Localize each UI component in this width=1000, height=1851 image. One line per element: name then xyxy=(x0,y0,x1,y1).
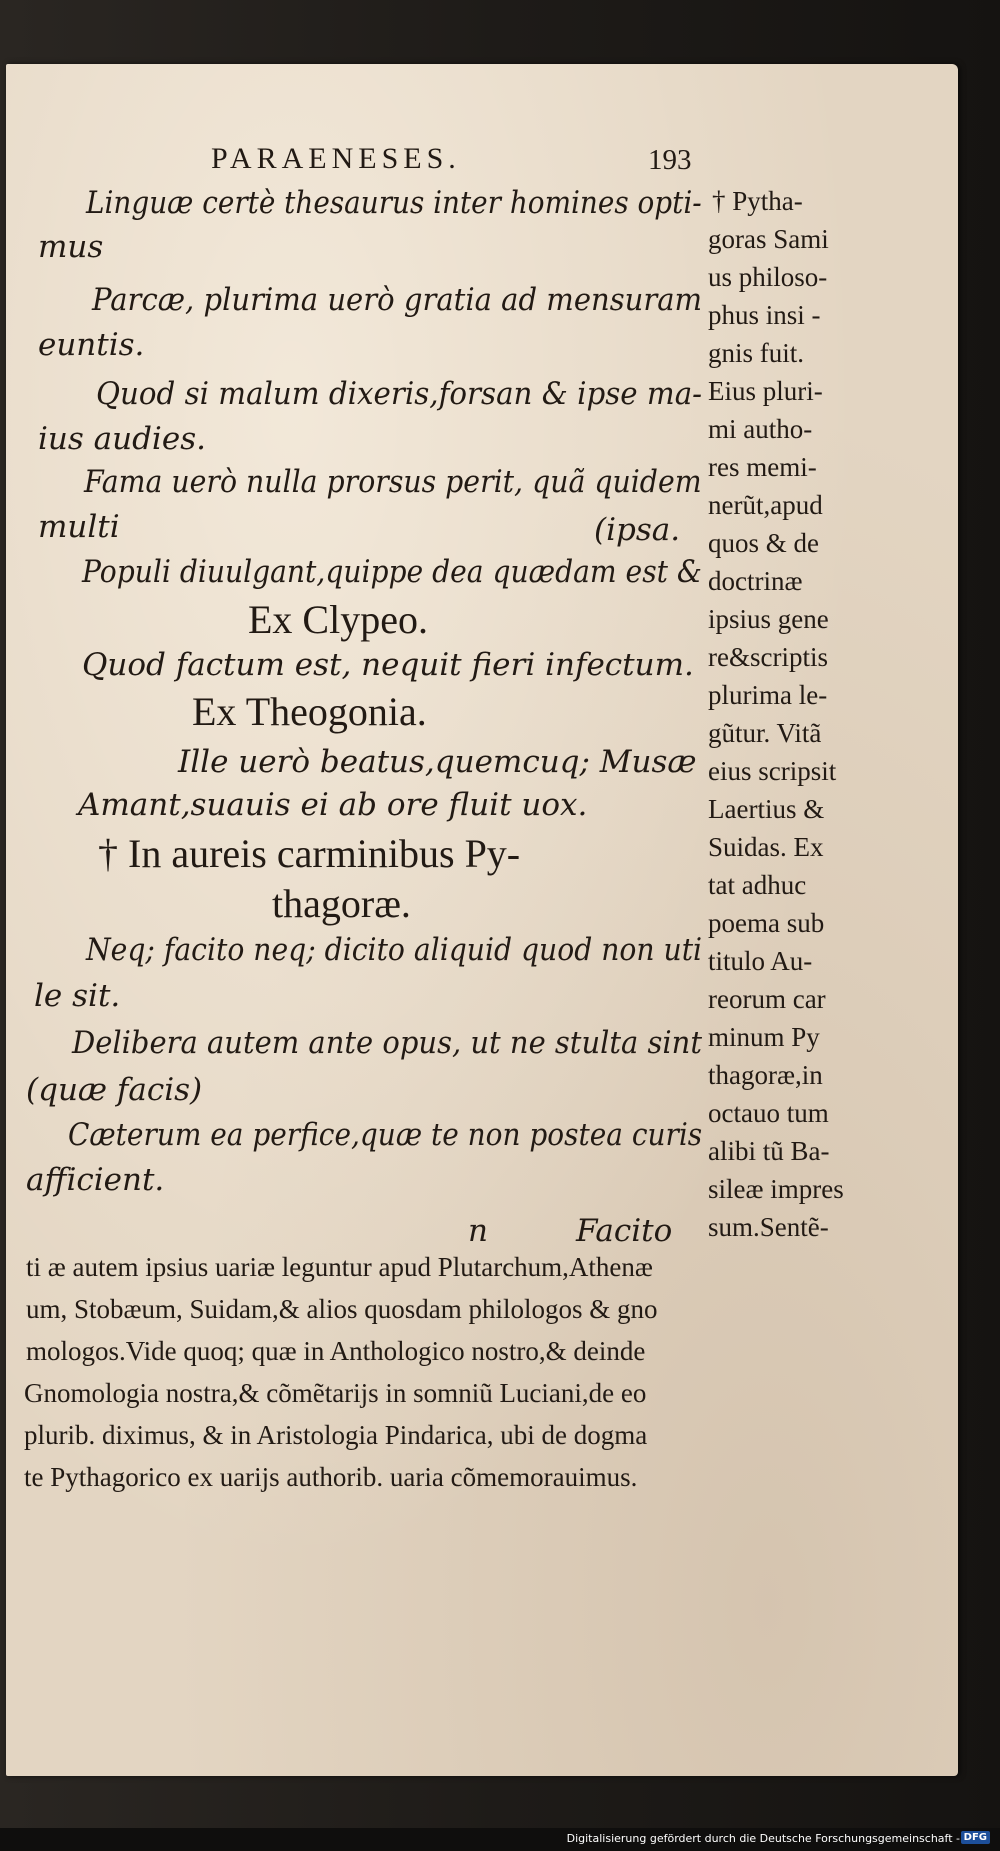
marginal-line: minum Py xyxy=(708,1022,820,1052)
main-line: Quod si malum dixeris,forsan & ipse ma- xyxy=(96,376,703,412)
marginal-line: Eius pluri- xyxy=(708,376,823,406)
marginal-line: Suidas. Ex xyxy=(708,832,824,862)
main-line: multi xyxy=(38,509,120,545)
main-line: ius audies. xyxy=(38,421,206,457)
dfg-logo: DFG xyxy=(961,1831,990,1844)
main-line: Ille uerò beatus,quemcuq; Musæ xyxy=(178,744,697,780)
marginal-line: sileæ impres xyxy=(708,1174,844,1204)
main-line: Quod factum est, nequit fieri infectum. xyxy=(82,647,694,683)
marginal-line: poema sub xyxy=(708,908,825,938)
funding-credit: Digitalisierung gefördert durch die Deutsche Forschungsgemeinschaft - xyxy=(566,1832,960,1845)
main-line: afficient. xyxy=(26,1162,165,1198)
main-line: Linguæ certè thesaurus inter homines opti- xyxy=(86,185,702,221)
marginal-line: plurima le- xyxy=(708,680,828,710)
main-line: euntis. xyxy=(38,327,145,363)
marginal-line: titulo Au- xyxy=(708,946,813,976)
marginal-line: alibi tũ Ba- xyxy=(708,1136,830,1166)
marginal-line: Laertius & xyxy=(708,794,825,824)
main-line: Amant,suauis ei ab ore fluit uox. xyxy=(78,787,588,823)
section-heading: thagoræ. xyxy=(272,881,411,926)
main-line: (ipsa. xyxy=(594,512,681,548)
marginal-line: mi autho- xyxy=(708,414,813,444)
main-line: Cæterum ea perfice,quæ te non postea curis xyxy=(68,1117,703,1153)
main-line: (quæ facis) xyxy=(26,1072,203,1108)
running-title: PARAENESES. xyxy=(211,142,461,175)
section-heading: Ex Clypeo. xyxy=(248,597,428,642)
note-continuation-line: Gnomologia nostra,& cõmẽtarijs in somniũ Luciani,de eo xyxy=(24,1378,647,1408)
marginal-line: quos & de xyxy=(708,528,819,558)
main-line: Delibera autem ante opus, ut ne stulta sint xyxy=(72,1025,703,1061)
book-page xyxy=(6,64,958,1776)
marginal-line: nerũt,apud xyxy=(708,490,823,520)
note-continuation-line: te Pythagorico ex uarijs authorib. uaria cõmemorauimus. xyxy=(24,1462,638,1492)
marginal-line: thagoræ,in xyxy=(708,1060,823,1090)
main-line: Populi diuulgant,quippe dea quædam est & xyxy=(82,554,702,590)
section-heading: † In aureis carminibus Py- xyxy=(98,831,521,876)
marginal-line: eius scripsit xyxy=(708,756,837,786)
marginal-line: goras Sami xyxy=(708,224,829,254)
marginal-line: phus insi - xyxy=(708,300,821,330)
note-continuation-line: mologos.Vide quoq; quæ in Anthologico nostro,& deinde xyxy=(26,1336,646,1366)
main-line: le sit. xyxy=(34,978,121,1014)
main-line: Fama uerò nulla prorsus perit, quã quidem xyxy=(84,464,702,500)
marginal-line: ipsius gene xyxy=(708,604,829,634)
marginal-line: res memi- xyxy=(708,452,817,482)
marginal-line: gnis fuit. xyxy=(708,338,805,368)
marginal-line: sum.Sentẽ- xyxy=(708,1212,829,1242)
main-line: Neq; facito neq; dicito aliquid quod non uti xyxy=(86,932,703,968)
note-continuation-line: ti æ autem ipsius uariæ leguntur apud Plutarchum,Athenæ xyxy=(26,1252,653,1282)
marginal-line: doctrinæ xyxy=(708,566,803,596)
main-line: Parcæ, plurima uerò gratia ad mensuram xyxy=(92,282,703,318)
marginal-line: octauo tum xyxy=(708,1098,829,1128)
note-continuation-line: um, Stobæum, Suidam,& alios quosdam philologos & gno xyxy=(26,1294,658,1324)
marginal-line: reorum car xyxy=(708,984,826,1014)
marginal-line: gũtur. Vitã xyxy=(708,718,822,748)
catchword: Facito xyxy=(576,1213,673,1249)
marginal-line: us philoso- xyxy=(708,262,828,292)
marginal-line: tat adhuc xyxy=(708,870,807,900)
section-heading: Ex Theogonia. xyxy=(192,689,427,734)
note-continuation-line: plurib. diximus, & in Aristologia Pindarica, ubi de dogma xyxy=(24,1420,648,1450)
marginal-line: † Pytha- xyxy=(712,186,803,216)
main-line: mus xyxy=(38,229,104,265)
marginal-line: re&scriptis xyxy=(708,642,828,672)
page-number: 193 xyxy=(648,144,692,176)
catchword-signature: n xyxy=(468,1213,488,1249)
